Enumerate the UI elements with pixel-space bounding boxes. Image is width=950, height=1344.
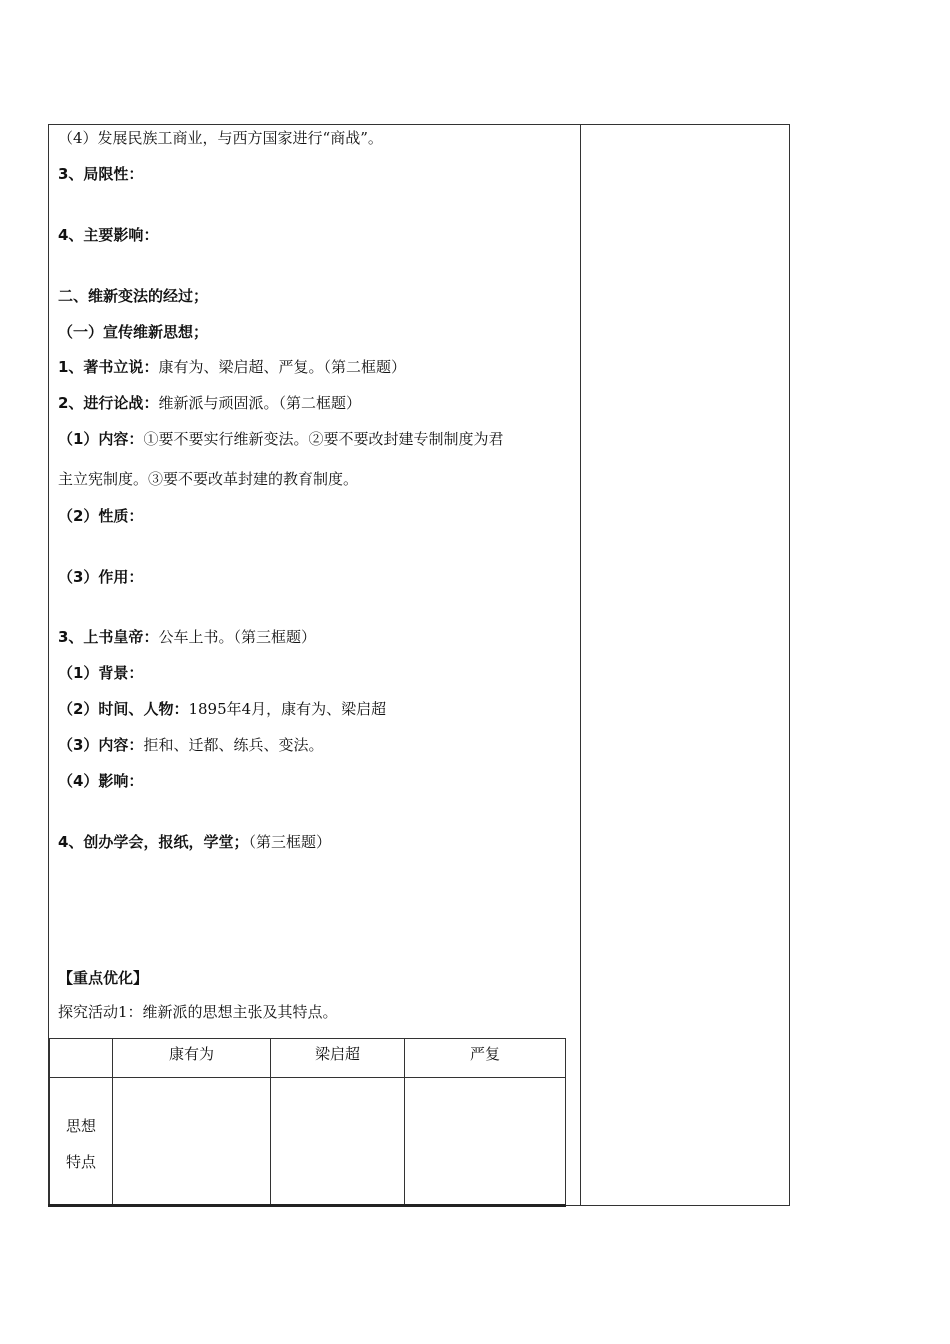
row-label-line: 思想	[65, 1116, 96, 1135]
text-line: 1、著书立说：康有为、梁启超、严复。（第二框题）	[58, 358, 406, 376]
section-heading: 二、维新变法的经过；	[58, 287, 209, 305]
text-line: 2、进行论战：维新派与顽固派。（第二框题）	[58, 394, 361, 412]
text-line: （2）时间、人物：1895年4月，康有为、梁启超	[58, 700, 387, 718]
text-line: 主立宪制度。③要不要改革封建的教育制度。	[58, 470, 359, 488]
table-cell	[405, 1078, 566, 1206]
text-line: 探究活动1：维新派的思想主张及其特点。	[58, 1003, 338, 1021]
section-heading: （1）背景：	[58, 664, 144, 682]
table-bottom-border	[48, 1204, 566, 1207]
table-row	[50, 1078, 566, 1206]
table-header-cell: 严复	[405, 1039, 566, 1078]
table-header-cell	[50, 1039, 113, 1078]
comparison-table	[49, 1038, 566, 1206]
table-cell	[113, 1078, 271, 1206]
text-line: （4）发展民族工商业，与西方国家进行“商战”。	[58, 129, 383, 147]
section-heading: （3）作用：	[58, 568, 144, 586]
text-line: 3、上书皇帝：公车上书。（第三框题）	[58, 628, 316, 646]
section-heading: （4）影响：	[58, 772, 144, 790]
section-heading: （一）宣传维新思想；	[58, 323, 209, 341]
text-line: （3）内容：拒和、迁都、练兵、变法。	[58, 736, 324, 754]
section-heading: 【重点优化】	[58, 969, 149, 987]
table-header-row	[50, 1039, 566, 1078]
table-row-label	[50, 1078, 113, 1206]
section-heading: 4、主要影响：	[58, 226, 159, 244]
section-heading: 3、局限性：	[58, 165, 144, 183]
text-line: （1）内容：①要不要实行维新变法。②要不要改封建专制制度为君	[58, 430, 504, 448]
table-header-cell: 康有为	[113, 1039, 271, 1078]
section-heading: （2）性质：	[58, 507, 144, 525]
table-header-cell: 梁启超	[271, 1039, 405, 1078]
text-line: 4、创办学会，报纸，学堂；（第三框题）	[58, 833, 331, 851]
row-label-line: 特点	[65, 1152, 96, 1171]
column-divider	[580, 124, 581, 1206]
table-cell	[271, 1078, 405, 1206]
